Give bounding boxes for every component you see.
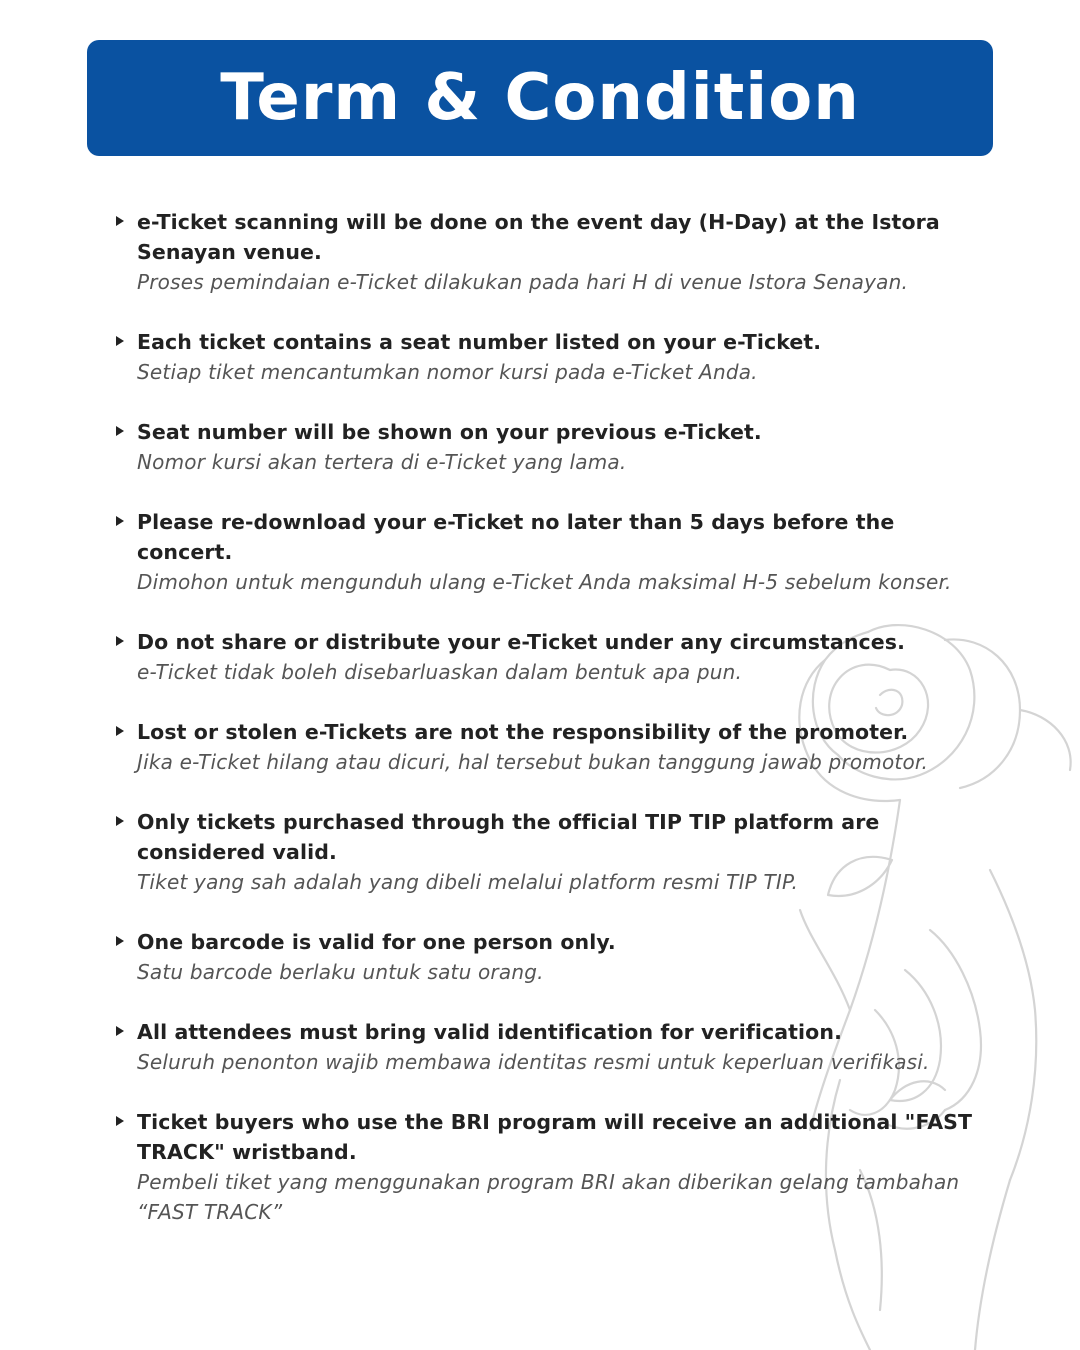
bullet-triangle-icon <box>116 816 124 826</box>
list-item <box>116 807 996 897</box>
terms-list <box>116 207 996 1257</box>
bullet-triangle-icon <box>116 726 124 736</box>
bullet-triangle-icon <box>116 336 124 346</box>
list-item <box>116 627 996 687</box>
term-english: Lost or stolen e-Tickets are not the responsibility of the promoter. <box>137 720 909 744</box>
term-indonesian: Jika e-Ticket hilang atau dicuri, hal tersebut bukan tanggung jawab promotor. <box>137 750 929 774</box>
term-indonesian: Pembeli tiket yang menggunakan program BRI akan diberikan gelang tambahan “FAST TRACK” <box>137 1170 960 1224</box>
term-english: Do not share or distribute your e-Ticket under any circumstances. <box>137 630 905 654</box>
title-banner <box>87 40 993 156</box>
bullet-triangle-icon <box>116 516 124 526</box>
list-item <box>116 327 996 387</box>
term-english: Only tickets purchased through the official TIP TIP platform are considered valid. <box>137 810 880 864</box>
page-title: Term & Condition <box>220 61 860 135</box>
bullet-triangle-icon <box>116 936 124 946</box>
term-indonesian: Tiket yang sah adalah yang dibeli melalui platform resmi TIP TIP. <box>137 870 799 894</box>
list-item <box>116 207 996 297</box>
term-indonesian: Setiap tiket mencantumkan nomor kursi pada e-Ticket Anda. <box>137 360 758 384</box>
bullet-triangle-icon <box>116 636 124 646</box>
list-item <box>116 927 996 987</box>
term-english: Ticket buyers who use the BRI program will receive an additional "FAST TRACK" wristband. <box>137 1110 973 1164</box>
bullet-triangle-icon <box>116 426 124 436</box>
bullet-triangle-icon <box>116 1026 124 1036</box>
bullet-triangle-icon <box>116 1116 124 1126</box>
list-item <box>116 1017 996 1077</box>
term-english: e-Ticket scanning will be done on the event day (H-Day) at the Istora Senayan venue. <box>137 210 940 264</box>
list-item <box>116 1107 996 1227</box>
term-english: Each ticket contains a seat number listed on your e-Ticket. <box>137 330 822 354</box>
term-indonesian: Nomor kursi akan tertera di e-Ticket yang lama. <box>137 450 627 474</box>
term-english: All attendees must bring valid identification for verification. <box>137 1020 842 1044</box>
term-indonesian: Satu barcode berlaku untuk satu orang. <box>137 960 544 984</box>
bullet-triangle-icon <box>116 216 124 226</box>
term-english: One barcode is valid for one person only. <box>137 930 616 954</box>
term-indonesian: e-Ticket tidak boleh disebarluaskan dalam bentuk apa pun. <box>137 660 743 684</box>
term-indonesian: Proses pemindaian e-Ticket dilakukan pada hari H di venue Istora Senayan. <box>137 270 909 294</box>
term-english: Please re-download your e-Ticket no later than 5 days before the concert. <box>137 510 895 564</box>
list-item <box>116 717 996 777</box>
term-english: Seat number will be shown on your previous e-Ticket. <box>137 420 762 444</box>
list-item <box>116 507 996 597</box>
list-item <box>116 417 996 477</box>
term-indonesian: Dimohon untuk mengunduh ulang e-Ticket Anda maksimal H-5 sebelum konser. <box>137 570 952 594</box>
term-indonesian: Seluruh penonton wajib membawa identitas resmi untuk keperluan verifikasi. <box>137 1050 930 1074</box>
